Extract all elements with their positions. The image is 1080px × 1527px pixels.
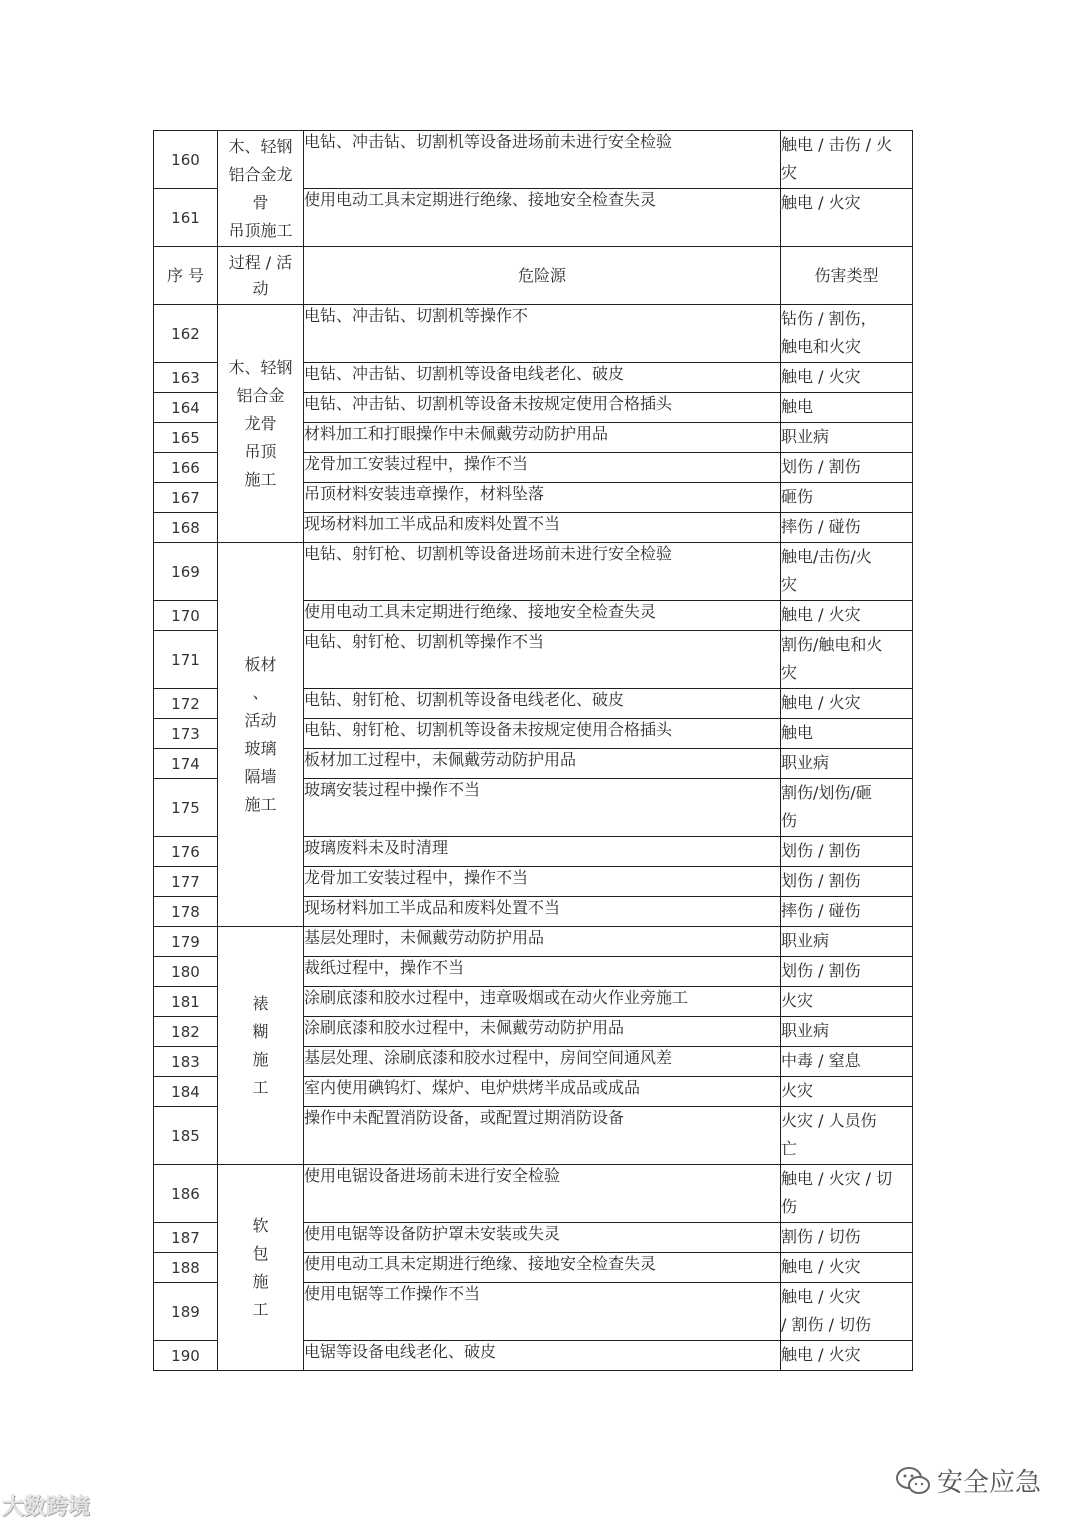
row-number: 172 [154,689,218,719]
hazard-cell: 涂刷底漆和胶水过程中，违章吸烟或在动火作业旁施工 [304,987,781,1017]
process-group-cell: 木、轻钢 铝合金龙 骨 吊顶施工 [218,131,304,247]
injury-cell: 摔伤 / 碰伤 [781,513,913,543]
row-number: 190 [154,1341,218,1371]
hazard-cell: 龙骨加工安装过程中，操作不当 [304,867,781,897]
table-row [154,1165,913,1223]
row-number: 164 [154,393,218,423]
injury-cell: 职业病 [781,1017,913,1047]
injury-cell: 触电 / 火灾 [781,689,913,719]
hazard-cell: 现场材料加工半成品和废料处置不当 [304,513,781,543]
row-number: 185 [154,1107,218,1165]
injury-cell: 触电 / 火灾 / 切 伤 [781,1165,913,1223]
hazard-cell: 电钻、射钉枪、切割机等设备未按规定使用合格插头 [304,719,781,749]
hazard-cell: 板材加工过程中，未佩戴劳动防护用品 [304,749,781,779]
injury-cell: 触电 / 火灾 [781,1253,913,1283]
injury-cell: 触电 / 火灾 [781,363,913,393]
table-row [154,305,913,363]
injury-cell: 火灾 [781,1077,913,1107]
hazard-cell: 电钻、冲击钻、切割机等操作不 [304,305,781,363]
hazard-cell: 裁纸过程中，操作不当 [304,957,781,987]
injury-cell: 划伤 / 割伤 [781,957,913,987]
hazard-cell: 玻璃废料未及时清理 [304,837,781,867]
hazard-cell: 使用电锯设备进场前未进行安全检验 [304,1165,781,1223]
row-number: 163 [154,363,218,393]
row-number: 182 [154,1017,218,1047]
injury-cell: 摔伤 / 碰伤 [781,897,913,927]
row-number: 167 [154,483,218,513]
hazard-table [153,130,913,1371]
process-group-cell: 木、轻钢 铝合金 龙骨 吊顶 施工 [218,305,304,543]
hazard-cell: 材料加工和打眼操作中未佩戴劳动防护用品 [304,423,781,453]
injury-cell: 砸伤 [781,483,913,513]
hazard-cell: 基层处理时，未佩戴劳动防护用品 [304,927,781,957]
row-number: 174 [154,749,218,779]
process-group-cell: 软 包 施 工 [218,1165,304,1371]
hazard-cell: 电钻、冲击钻、切割机等设备进场前未进行安全检验 [304,131,781,189]
wechat-icon [895,1466,931,1496]
injury-cell: 中毒 / 窒息 [781,1047,913,1077]
row-number: 171 [154,631,218,689]
injury-cell: 触电 / 击伤 / 火 灾 [781,131,913,189]
injury-cell: 触电 / 火灾 [781,189,913,247]
injury-cell: 划伤 / 割伤 [781,867,913,897]
row-number: 176 [154,837,218,867]
hazard-cell: 龙骨加工安装过程中，操作不当 [304,453,781,483]
hazard-cell: 涂刷底漆和胶水过程中，未佩戴劳动防护用品 [304,1017,781,1047]
header-seq: 序 号 [154,247,218,305]
hazard-cell: 电钻、冲击钻、切割机等设备未按规定使用合格插头 [304,393,781,423]
hazard-cell: 电钻、射钉枪、切割机等设备进场前未进行安全检验 [304,543,781,601]
injury-cell: 割伤/划伤/砸 伤 [781,779,913,837]
row-number: 186 [154,1165,218,1223]
row-number: 189 [154,1283,218,1341]
hazard-cell: 电锯等设备电线老化、破皮 [304,1341,781,1371]
hazard-cell: 室内使用碘钨灯、煤炉、电炉烘烤半成品或成品 [304,1077,781,1107]
injury-cell: 划伤 / 割伤 [781,453,913,483]
hazard-cell: 吊顶材料安装违章操作，材料坠落 [304,483,781,513]
hazard-cell: 现场材料加工半成品和废料处置不当 [304,897,781,927]
injury-cell: 触电 / 火灾 [781,601,913,631]
injury-cell: 触电 / 火灾 / 割伤 / 切伤 [781,1283,913,1341]
injury-cell: 割伤 / 切伤 [781,1223,913,1253]
table-header-row [154,247,913,305]
row-number: 169 [154,543,218,601]
injury-cell: 火灾 [781,987,913,1017]
header-injury: 伤害类型 [781,247,913,305]
table-row [154,131,913,189]
hazard-cell: 操作中未配置消防设备，或配置过期消防设备 [304,1107,781,1165]
hazard-cell: 使用电动工具未定期进行绝缘、接地安全检查失灵 [304,601,781,631]
injury-cell: 触电 [781,393,913,423]
row-number: 183 [154,1047,218,1077]
row-number: 168 [154,513,218,543]
watermark-left: 大数跨境 [2,1495,91,1520]
hazard-cell: 电钻、射钉枪、切割机等设备电线老化、破皮 [304,689,781,719]
hazard-cell: 玻璃安装过程中操作不当 [304,779,781,837]
row-number: 160 [154,131,218,189]
row-number: 166 [154,453,218,483]
row-number: 177 [154,867,218,897]
row-number: 179 [154,927,218,957]
header-hazard: 危险源 [304,247,781,305]
row-number: 180 [154,957,218,987]
injury-cell: 火灾 / 人员伤 亡 [781,1107,913,1165]
row-number: 178 [154,897,218,927]
watermark-right [895,1462,1041,1499]
injury-cell: 职业病 [781,749,913,779]
process-group-cell: 板材 、 活动 玻璃 隔墙 施工 [218,543,304,927]
row-number: 184 [154,1077,218,1107]
hazard-cell: 基层处理、涂刷底漆和胶水过程中，房间空间通风差 [304,1047,781,1077]
header-process: 过程 / 活 动 [218,247,304,305]
injury-cell: 触电 / 火灾 [781,1341,913,1371]
injury-cell: 划伤 / 割伤 [781,837,913,867]
hazard-cell: 使用电锯等工作操作不当 [304,1283,781,1341]
row-number: 173 [154,719,218,749]
hazard-cell: 电钻、射钉枪、切割机等操作不当 [304,631,781,689]
row-number: 175 [154,779,218,837]
row-number: 161 [154,189,218,247]
injury-cell: 钻伤 / 割伤， 触电和火灾 [781,305,913,363]
table-row [154,543,913,601]
row-number: 165 [154,423,218,453]
injury-cell: 触电/击伤/火 灾 [781,543,913,601]
hazard-cell: 使用电动工具未定期进行绝缘、接地安全检查失灵 [304,189,781,247]
row-number: 188 [154,1253,218,1283]
injury-cell: 触电 [781,719,913,749]
injury-cell: 职业病 [781,927,913,957]
row-number: 162 [154,305,218,363]
process-group-cell: 裱 糊 施 工 [218,927,304,1165]
row-number: 181 [154,987,218,1017]
hazard-cell: 使用电锯等设备防护罩未安装或失灵 [304,1223,781,1253]
hazard-cell: 使用电动工具未定期进行绝缘、接地安全检查失灵 [304,1253,781,1283]
row-number: 187 [154,1223,218,1253]
table-row [154,927,913,957]
injury-cell: 职业病 [781,423,913,453]
hazard-cell: 电钻、冲击钻、切割机等设备电线老化、破皮 [304,363,781,393]
row-number: 170 [154,601,218,631]
watermark-right-label: 安全应急 [937,1468,1042,1498]
injury-cell: 割伤/触电和火 灾 [781,631,913,689]
